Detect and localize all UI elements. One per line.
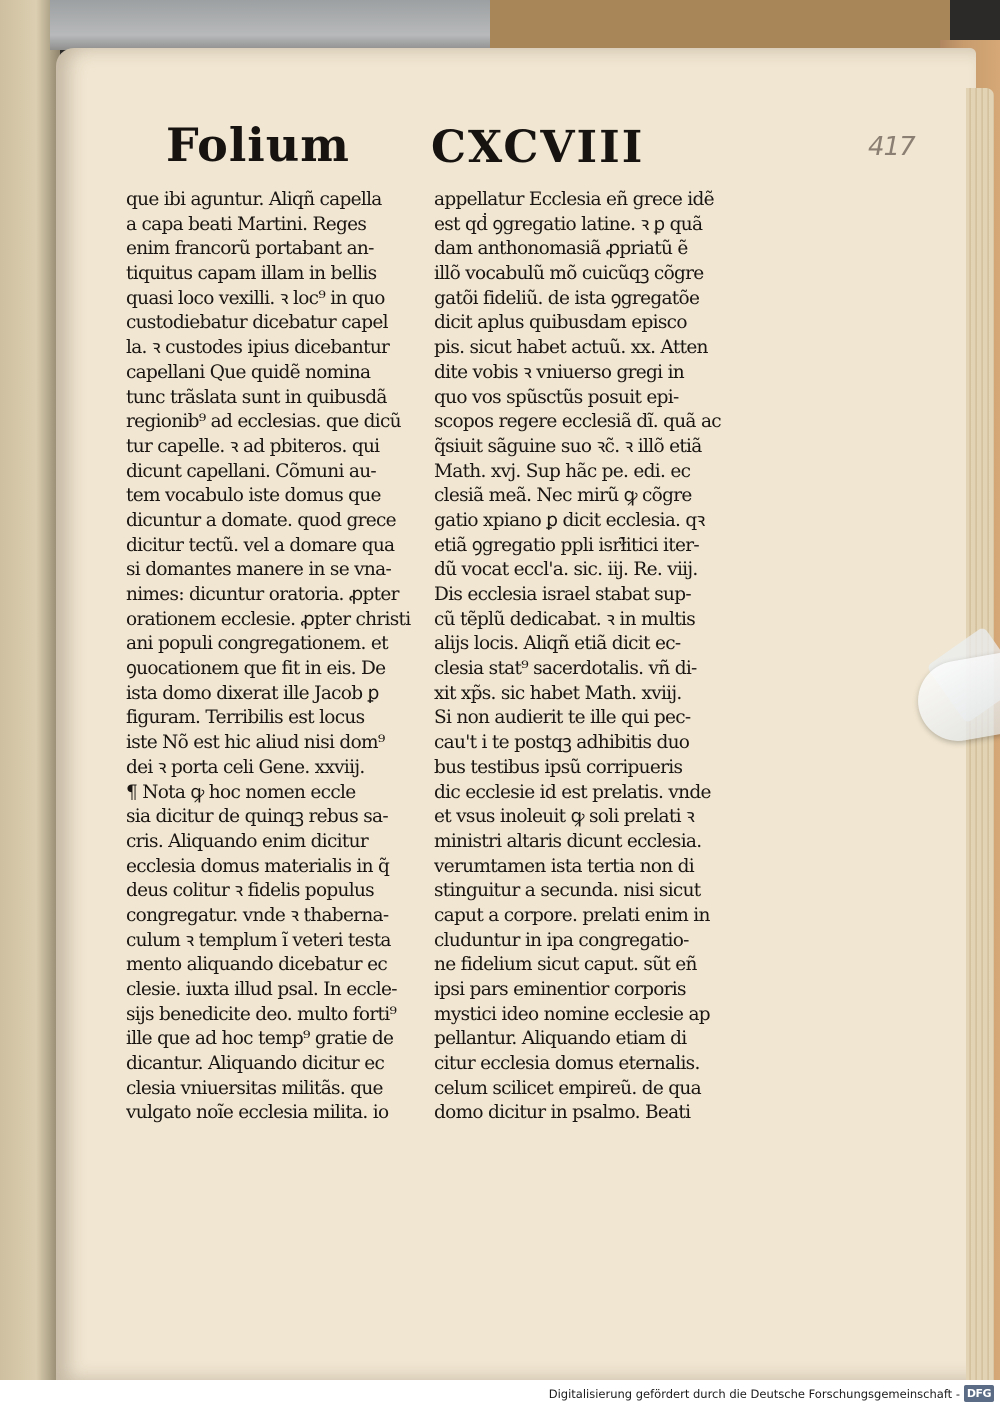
- text-line: clesiã meã. Nec mirũ ꝙ cõgre: [434, 485, 692, 507]
- text-line: pellantur. Aliquando etiam di: [434, 1028, 687, 1050]
- text-line: quasi loco vexilli. ꝛ loc⁹ in quo: [126, 287, 385, 309]
- text-line: nimes: dicuntur oratoria. ꝓpter: [126, 584, 399, 605]
- text-line: tur capelle. ꝛ ad pbiteros. qui: [126, 435, 380, 457]
- funding-credit: Digitalisierung gefördert durch die Deutsche Forschungsgemeinschaft -: [548, 1387, 960, 1401]
- text-line: ipsi pars eminentior corporis: [434, 979, 686, 1000]
- text-line: dei ꝛ porta celi Gene. xxviij.: [126, 756, 365, 778]
- text-line: dicuntur a domate. quod grece: [126, 509, 396, 531]
- text-line: illõ vocabulũ mõ cuicũqꝫ cõgre: [434, 263, 704, 285]
- pencil-folio-mark: 417: [868, 132, 915, 162]
- text-line: congregatur. vnde ꝛ thaberna-: [126, 904, 389, 926]
- text-line: ne fidelium sicut caput. sũt eñ: [434, 954, 697, 976]
- text-line: tem vocabulo iste domus que: [126, 485, 381, 507]
- book-page: [56, 48, 976, 1380]
- text-line: ista domo dixerat ille Jacob ꝑ: [126, 682, 379, 704]
- text-line: mento aliquando dicebatur ec: [126, 954, 388, 976]
- text-line: pis. sicut habet actuũ. xx. Atten: [434, 337, 708, 359]
- text-line: sia dicitur de quinqꝫ rebus sa-: [126, 806, 388, 828]
- footer-bar: [0, 1380, 1000, 1409]
- text-line: appellatur Ecclesia eñ grece idẽ: [434, 189, 714, 210]
- text-line: ꝯuocationem que fit in eis. De: [126, 658, 386, 680]
- text-line: alijs locis. Aliqñ etiã dicit ec-: [434, 633, 681, 655]
- left-text-column: [126, 188, 426, 1126]
- text-line: Math. xvj. Sup hãc pe. edi. ec: [434, 460, 691, 482]
- binding-strip: [50, 0, 490, 50]
- text-line: culum ꝛ templum ĩ veteri testa: [126, 929, 391, 951]
- text-line: dic ecclesie id est prelatis. vnde: [434, 781, 711, 803]
- text-line: cau't i te postqꝫ adhibitis duo: [434, 732, 690, 754]
- text-line: xit xp̃s. sic habet Math. xviij.: [434, 682, 682, 704]
- text-line: clesie. iuxta illud psal. In eccle-: [126, 979, 397, 1000]
- text-line: ¶ Nota ꝙ hoc nomen eccle: [126, 781, 356, 803]
- text-line: cũ tẽplũ dedicabat. ꝛ in multis: [434, 608, 695, 630]
- text-line: cris. Aliquando enim dicitur: [126, 830, 368, 852]
- text-line: etiã ꝯgregatio ppli isrł̃itici iter-: [434, 534, 699, 556]
- text-line: Si non audierit te ille qui pec-: [434, 707, 691, 729]
- text-line: domo dicitur in psalmo. Beati: [434, 1102, 691, 1124]
- text-line: stinguitur a secunda. nisi sicut: [434, 880, 701, 902]
- text-line: tunc trãslata sunt in quibusdã: [126, 386, 387, 408]
- text-line: ecclesia domus materialis in q̃: [126, 855, 390, 877]
- text-line: figuram. Terribilis est locus: [126, 707, 365, 729]
- page-header: [166, 118, 706, 178]
- text-line: et vsus inoleuit ꝙ soli prelati ꝛ: [434, 806, 695, 828]
- text-line: a capa beati Martini. Reges: [126, 213, 367, 235]
- text-line: clesia stat⁹ sacerdotalis. vñ di-: [434, 658, 697, 680]
- text-line: scopos regere ecclesiã dĩ. quã ac: [434, 411, 721, 433]
- text-line: q̃siuit sãguine suo ꝛc̃. ꝛ illõ etiã: [434, 435, 702, 457]
- text-line: vulgato noĩe ecclesia milita. io: [126, 1102, 389, 1124]
- text-line: Dis ecclesia israel stabat sup-: [434, 584, 691, 605]
- folium-label: Folium: [166, 118, 350, 172]
- text-line: gatõi fideliũ. de ista ꝯgregatõe: [434, 287, 700, 309]
- text-line: dicitur tectũ. vel a domare qua: [126, 534, 395, 556]
- text-line: orationem ecclesie. ꝓpter christi: [126, 608, 411, 630]
- text-line: mystici ideo nomine ecclesie ap: [434, 1003, 710, 1025]
- text-line: ministri altaris dicunt ecclesia.: [434, 830, 702, 852]
- text-line: regionib⁹ ad ecclesias. que dicũ: [126, 411, 401, 433]
- text-line: deus colitur ꝛ fidelis populus: [126, 880, 374, 902]
- text-line: iste Nõ est hic aliud nisi dom⁹: [126, 732, 385, 754]
- text-line: tiquitus capam illam in bellis: [126, 263, 377, 285]
- text-line: ille que ad hoc temp⁹ gratie de: [126, 1028, 394, 1050]
- text-line: capellani Que quidẽ nomina: [126, 361, 371, 383]
- text-line: enim francorũ portabant an-: [126, 238, 374, 260]
- text-line: cluduntur in ipa congregatio-: [434, 929, 689, 951]
- text-line: gatio xpiano ꝑ dicit ecclesia. qꝛ: [434, 509, 705, 531]
- text-line: est qḋ ꝯgregatio latine. ꝛ ꝑ quã: [434, 213, 703, 235]
- text-line: la. ꝛ custodes ipius dicebantur: [126, 337, 390, 359]
- text-line: custodiebatur dicebatur capel: [126, 312, 388, 334]
- text-line: celum scilicet empireũ. de qua: [434, 1077, 701, 1099]
- text-line: dicit aplus quibusdam episco: [434, 312, 687, 334]
- text-line: caput a corpore. prelati enim in: [434, 904, 710, 926]
- previous-page-text: [0, 190, 54, 1170]
- text-line: dam anthonomasiã ꝓpriatũ ẽ: [434, 238, 688, 260]
- text-line: que ibi aguntur. Aliqñ capella: [126, 189, 382, 210]
- text-line: dicunt capellani. Cõmuni au-: [126, 460, 376, 482]
- folio-number: CXCVIII: [431, 122, 645, 173]
- text-line: dicantur. Aliquando dicitur ec: [126, 1053, 385, 1075]
- text-line: citur ecclesia domus eternalis.: [434, 1053, 700, 1075]
- text-line: verumtamen ista tertia non di: [434, 855, 695, 877]
- text-line: sijs benedicite deo. multo forti⁹: [126, 1003, 397, 1025]
- text-line: clesia vniuersitas militãs. que: [126, 1077, 383, 1099]
- text-line: bus testibus ipsũ corripueris: [434, 756, 683, 778]
- text-line: si domantes manere in se vna-: [126, 559, 392, 581]
- right-text-column: [434, 188, 724, 1126]
- text-line: dite vobis ꝛ vniuerso gregi in: [434, 361, 685, 383]
- previous-page-fragment: [0, 0, 60, 1380]
- dfg-logo: DFG: [964, 1385, 994, 1402]
- text-line: dũ vocat eccl'a. sic. iij. Re. viij.: [434, 559, 698, 581]
- text-line: ani populi congregationem. et: [126, 633, 388, 655]
- text-line: quo vos spũsctũs posuit epi-: [434, 386, 679, 408]
